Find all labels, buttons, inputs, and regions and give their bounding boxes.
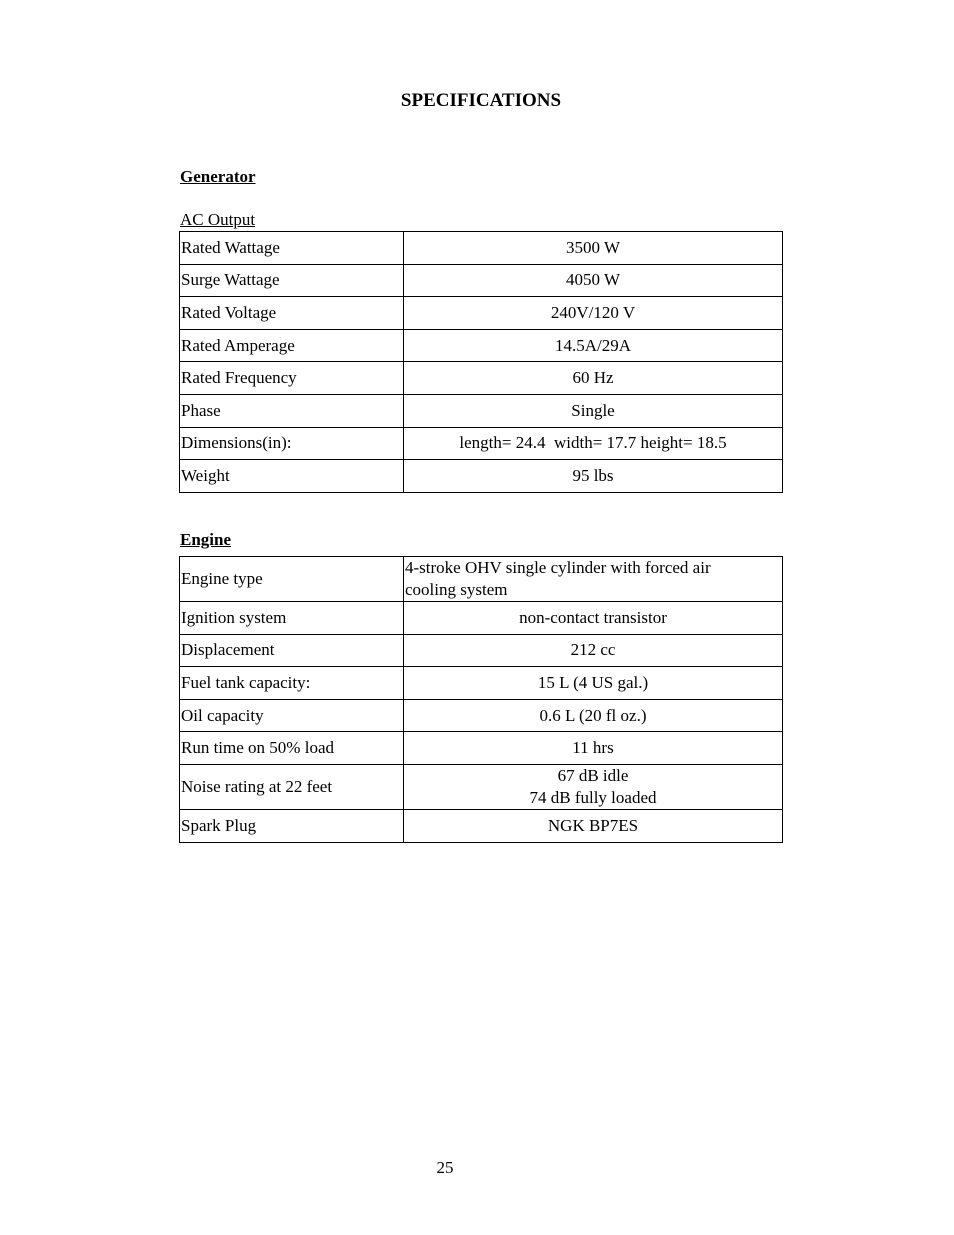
spec-value: Single: [404, 394, 783, 427]
spec-label: Noise rating at 22 feet: [180, 764, 404, 809]
spec-value-line: cooling system: [405, 580, 508, 599]
table-row: [180, 394, 783, 427]
page-title: SPECIFICATIONS: [400, 90, 562, 111]
spec-value: 4050 W: [404, 264, 783, 297]
table-row: [180, 460, 783, 493]
spec-label: Rated Amperage: [180, 329, 404, 362]
table-row: [180, 264, 783, 297]
engine-heading: Engine: [180, 530, 232, 549]
table-row: [180, 699, 783, 732]
generator-spec-table: [179, 231, 783, 493]
spec-value: length= 24.4 width= 17.7 height= 18.5: [404, 427, 783, 460]
spec-value: 11 hrs: [404, 732, 783, 765]
spec-label: Spark Plug: [180, 809, 404, 842]
generator-heading: Generator: [180, 167, 256, 186]
table-row: [180, 667, 783, 700]
spec-label: Weight: [180, 460, 404, 493]
engine-spec-table: [179, 556, 783, 843]
spec-label: Engine type: [180, 557, 404, 602]
ac-output-heading: AC Output: [180, 210, 256, 229]
spec-label: Rated Frequency: [180, 362, 404, 395]
spec-value: non-contact transistor: [404, 602, 783, 635]
table-row: [180, 329, 783, 362]
spec-label: Oil capacity: [180, 699, 404, 732]
spec-label: Displacement: [180, 634, 404, 667]
spec-label: Dimensions(in):: [180, 427, 404, 460]
spec-value: [404, 557, 783, 602]
page-number: 25: [436, 1158, 454, 1177]
spec-value: 60 Hz: [404, 362, 783, 395]
spec-label: Rated Voltage: [180, 297, 404, 330]
table-row: [180, 297, 783, 330]
table-row: [180, 232, 783, 265]
table-row: [180, 602, 783, 635]
spec-value-line: 74 dB fully loaded: [529, 787, 657, 807]
table-row: [180, 732, 783, 765]
spec-value: 240V/120 V: [404, 297, 783, 330]
table-row: [180, 764, 783, 809]
spec-value: 14.5A/29A: [404, 329, 783, 362]
spec-label: Surge Wattage: [180, 264, 404, 297]
spec-label: Fuel tank capacity:: [180, 667, 404, 700]
table-row: [180, 557, 783, 602]
spec-value: 95 lbs: [404, 460, 783, 493]
spec-value: NGK BP7ES: [404, 809, 783, 842]
spec-value: 212 cc: [404, 634, 783, 667]
spec-value-line: 67 dB idle: [557, 765, 629, 785]
table-row: [180, 362, 783, 395]
spec-label: Rated Wattage: [180, 232, 404, 265]
table-row: [180, 427, 783, 460]
spec-label: Phase: [180, 394, 404, 427]
spec-value-line: 4-stroke OHV single cylinder with forced air: [405, 558, 711, 577]
spec-label: Ignition system: [180, 602, 404, 635]
spec-value: 0.6 L (20 fl oz.): [404, 699, 783, 732]
table-row: [180, 634, 783, 667]
spec-label: Run time on 50% load: [180, 732, 404, 765]
spec-value: [404, 764, 783, 809]
table-row: [180, 809, 783, 842]
spec-value: 15 L (4 US gal.): [404, 667, 783, 700]
spec-value: 3500 W: [404, 232, 783, 265]
